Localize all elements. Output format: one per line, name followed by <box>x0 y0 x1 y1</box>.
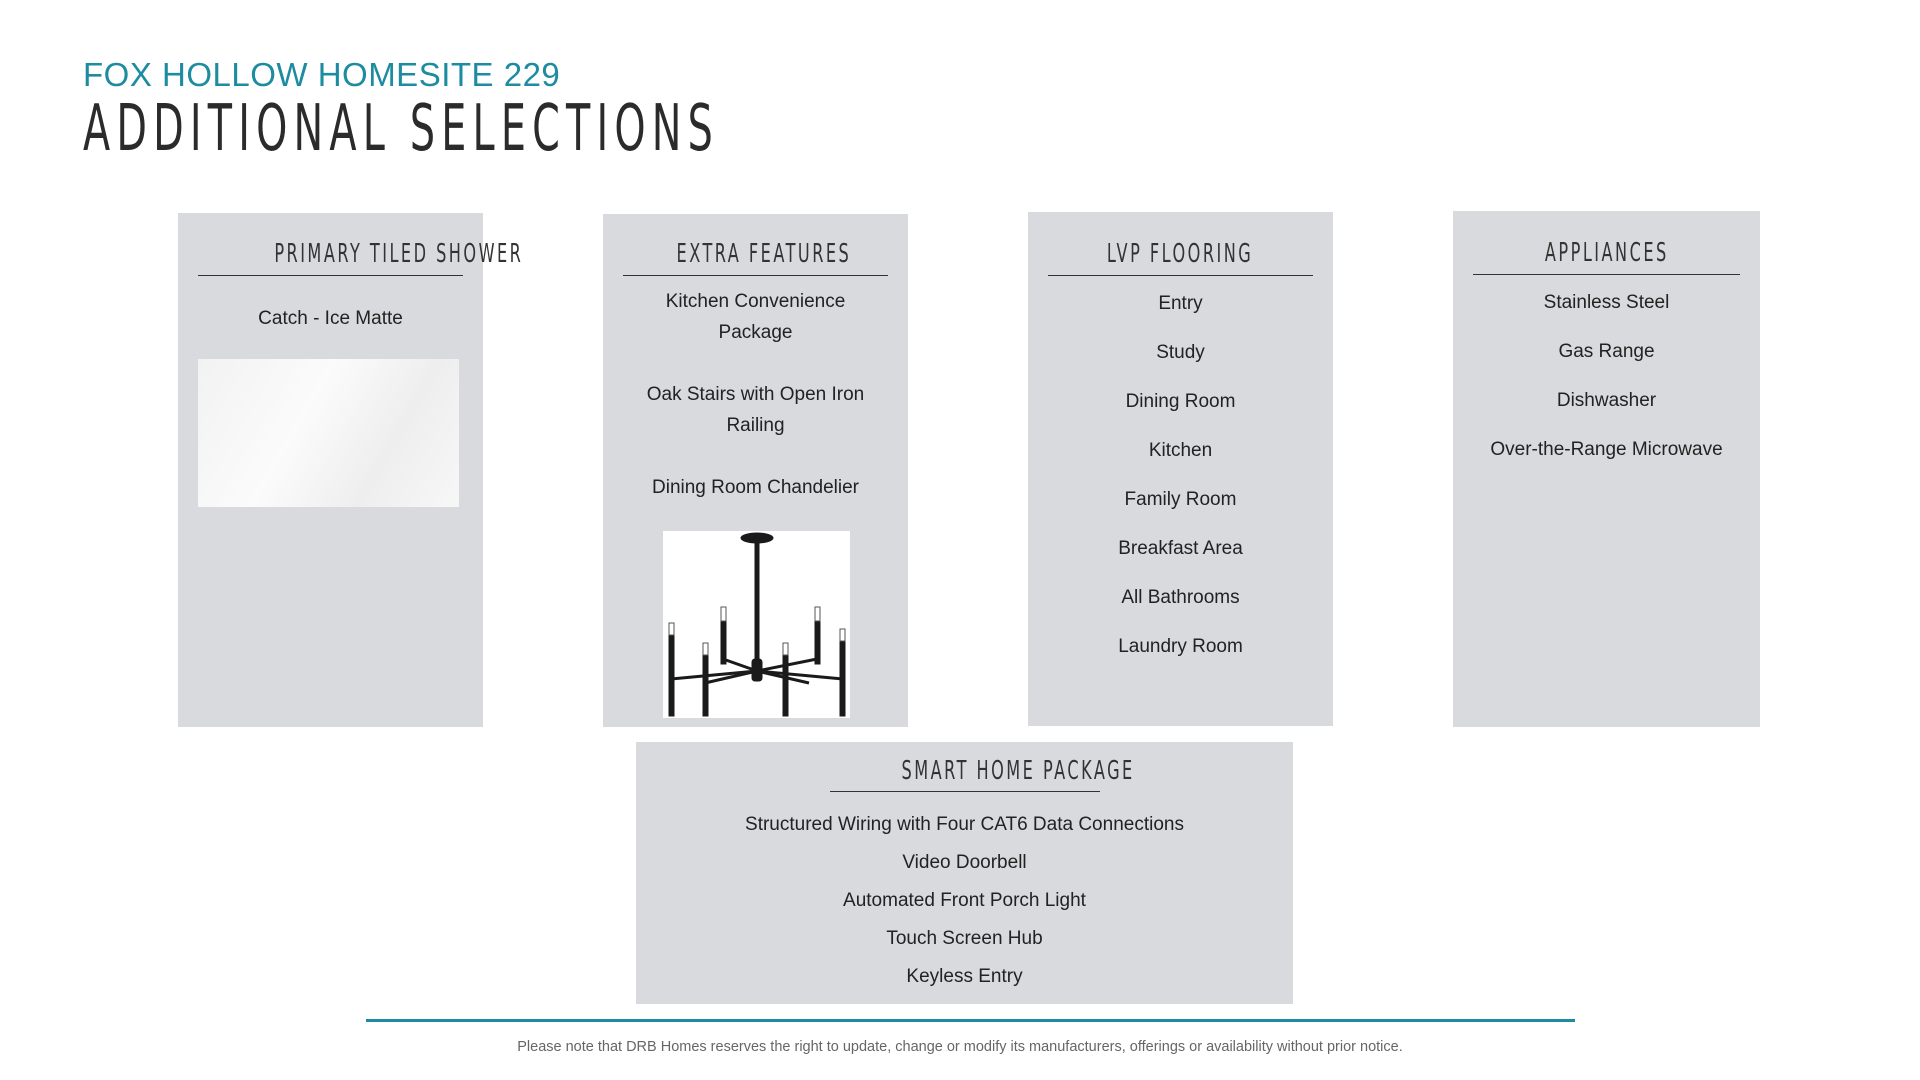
list-item: Stainless Steel <box>1543 292 1670 313</box>
list-item: Catch - Ice Matte <box>258 308 403 329</box>
smart-home-package-card <box>636 742 1293 1004</box>
list-item: Touch Screen Hub <box>886 928 1043 949</box>
list-item: Study <box>1156 342 1205 363</box>
list-item: Entry <box>1158 293 1203 314</box>
list-item: Dining Room Chandelier <box>652 477 859 498</box>
disclaimer-text: Please note that DRB Homes reserves the right to update, change or modify its manufacturers, offerings or availability without prior notice. <box>517 1039 1403 1055</box>
list-item: Gas Range <box>1558 341 1655 362</box>
extra-features-card <box>603 214 908 727</box>
list-item: Video Doorbell <box>902 852 1027 873</box>
list-item: Kitchen Convenience Package <box>665 291 846 343</box>
list-item: Laundry Room <box>1118 636 1243 657</box>
list-item: Breakfast Area <box>1118 538 1243 559</box>
list-item: Keyless Entry <box>906 966 1023 987</box>
card-heading: EXTRA FEATURES <box>623 239 888 276</box>
list-item: Oak Stairs with Open Iron Railing <box>646 384 865 436</box>
page-title: ADDITIONAL SELECTIONS <box>83 92 720 166</box>
list-item: All Bathrooms <box>1121 587 1240 608</box>
list-item: Dining Room <box>1125 391 1236 412</box>
card-heading: PRIMARY TILED SHOWER <box>198 239 463 276</box>
card-heading: SMART HOME PACKAGE <box>830 756 1100 792</box>
primary-tiled-shower-card <box>178 213 524 727</box>
page-subtitle: FOX HOLLOW HOMESITE 229 <box>83 56 561 93</box>
card-heading: LVP FLOORING <box>1048 239 1313 276</box>
list-item: Automated Front Porch Light <box>843 890 1086 911</box>
list-item: Dishwasher <box>1556 390 1657 411</box>
appliances-card <box>1453 211 1760 727</box>
tile-swatch-image <box>198 359 459 507</box>
list-item: Kitchen <box>1148 440 1213 461</box>
list-item: Structured Wiring with Four CAT6 Data Connections <box>745 814 1184 835</box>
chandelier-image <box>663 531 850 718</box>
list-item: Family Room <box>1124 489 1237 510</box>
lvp-flooring-card <box>1028 212 1333 726</box>
card-heading: APPLIANCES <box>1473 238 1740 275</box>
list-item: Over-the-Range Microwave <box>1490 439 1723 460</box>
footer-divider <box>366 1019 1575 1022</box>
